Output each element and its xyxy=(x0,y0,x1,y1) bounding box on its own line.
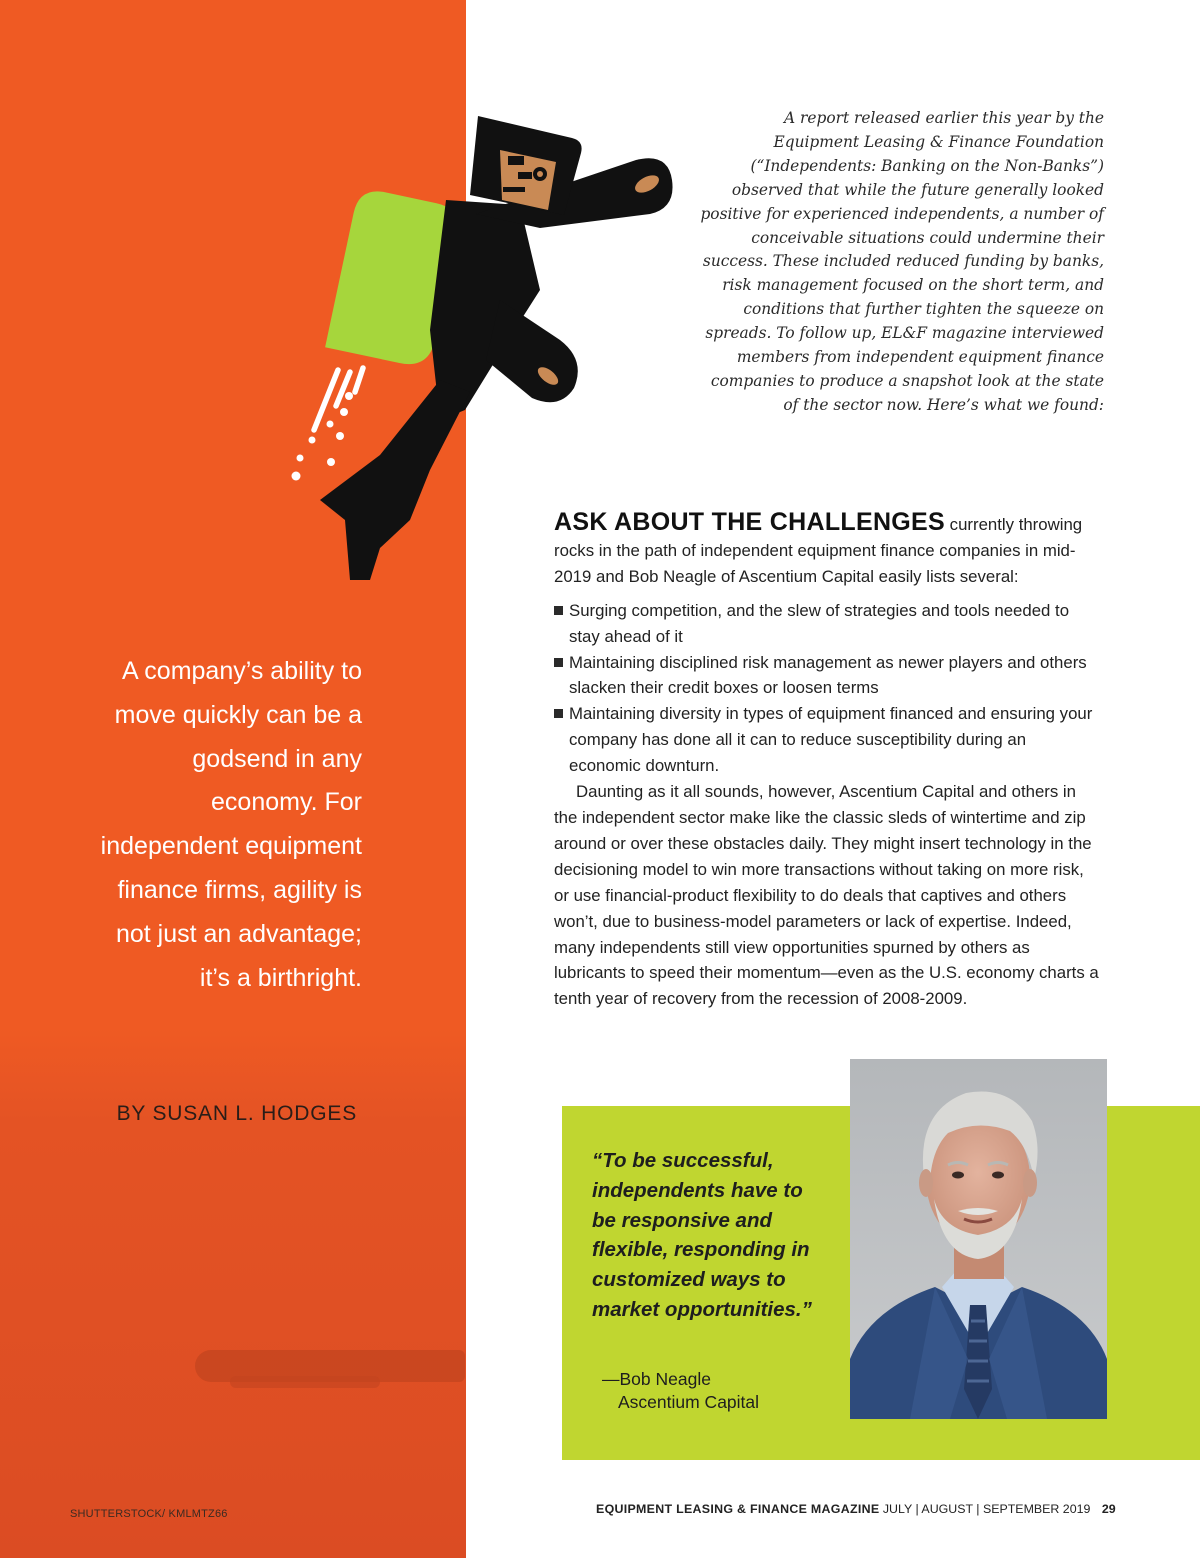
attribution-name: —Bob Neagle xyxy=(602,1369,711,1389)
shadow-decoration xyxy=(230,1376,380,1388)
list-item-text: Surging competition, and the slew of strategies and tools needed to stay ahead of it xyxy=(569,600,1070,646)
lead-text: currently throwing rocks in the path of independent equipment finance companies in mid-2019 and Bob Neagle of Ascentium Capital easily lists several: xyxy=(554,515,1083,586)
sidebar-quote: “To be successful, independents have to be responsive and flexible, responding in customized ways to market opportunities.” xyxy=(592,1149,812,1321)
page-footer xyxy=(596,1502,1116,1516)
article-body xyxy=(554,510,1102,1012)
intro-paragraph: A report released earlier this year by the Equipment Leasing & Finance Foundation (“Independents: Banking on the Non-Banks”) observed that while the future generally looked positive for experienced independents, a number of conceivable situations could undermine their success. These included reduced funding by banks, risk management focused on the short term, and conditions that further tighten the squeeze on spreads. To follow up, EL&F magazine interviewed members from independent equipment finance companies to produce a snapshot look at the state of the sector now. Here’s what we found: xyxy=(700,109,1104,414)
pull-quote: A company’s ability to move quickly can be a godsend in any economy. For independent equipment finance firms, agility is not just an advantage; it’s a birthright. xyxy=(100,657,362,992)
challenges-list xyxy=(554,598,1102,779)
lead-paragraph xyxy=(554,510,1102,590)
body-paragraph: Daunting as it all sounds, however, Ascentium Capital and others in the independent sector make like the classic sleds of wintertime and zip around or over these obstacles daily. They might insert technology in the decisioning model to win more transactions without taking on more risk, or use financial-product flexibility to do deals that captives and others won’t, due to business-model parameters or lack of expertise. Indeed, many independents still view opportunities spurned by others as lubricants to speed their momentum—even as the U.S. economy charts a tenth year of recovery from the recession of 2008-2009. xyxy=(554,782,1099,1009)
attribution-company: Ascentium Capital xyxy=(618,1392,760,1412)
list-item xyxy=(554,701,1102,779)
quote-attribution xyxy=(602,1368,759,1414)
bullet-square-icon xyxy=(554,709,563,718)
list-item xyxy=(554,598,1102,650)
page-number: 29 xyxy=(1101,1502,1116,1516)
byline: BY SUSAN L. HODGES xyxy=(116,1102,357,1125)
list-item-text: Maintaining diversity in types of equipment financed and ensuring your company has done all it can to reduce susceptibility during an economic downturn. xyxy=(569,704,1093,776)
list-item xyxy=(554,650,1102,702)
issue-date: JULY | AUGUST | SEPTEMBER 2019 xyxy=(882,1502,1091,1516)
lead-caps: ASK ABOUT THE CHALLENGES xyxy=(554,508,946,536)
list-item-text: Maintaining disciplined risk management as newer players and others slacken their credit boxes or loosen terms xyxy=(569,652,1087,698)
bullet-square-icon xyxy=(554,606,563,615)
bullet-square-icon xyxy=(554,658,563,667)
magazine-name: EQUIPMENT LEASING & FINANCE MAGAZINE xyxy=(596,1502,880,1516)
image-credit: SHUTTERSTOCK/ KMLMTZ66 xyxy=(70,1508,228,1520)
portrait-photo xyxy=(850,1059,1107,1419)
